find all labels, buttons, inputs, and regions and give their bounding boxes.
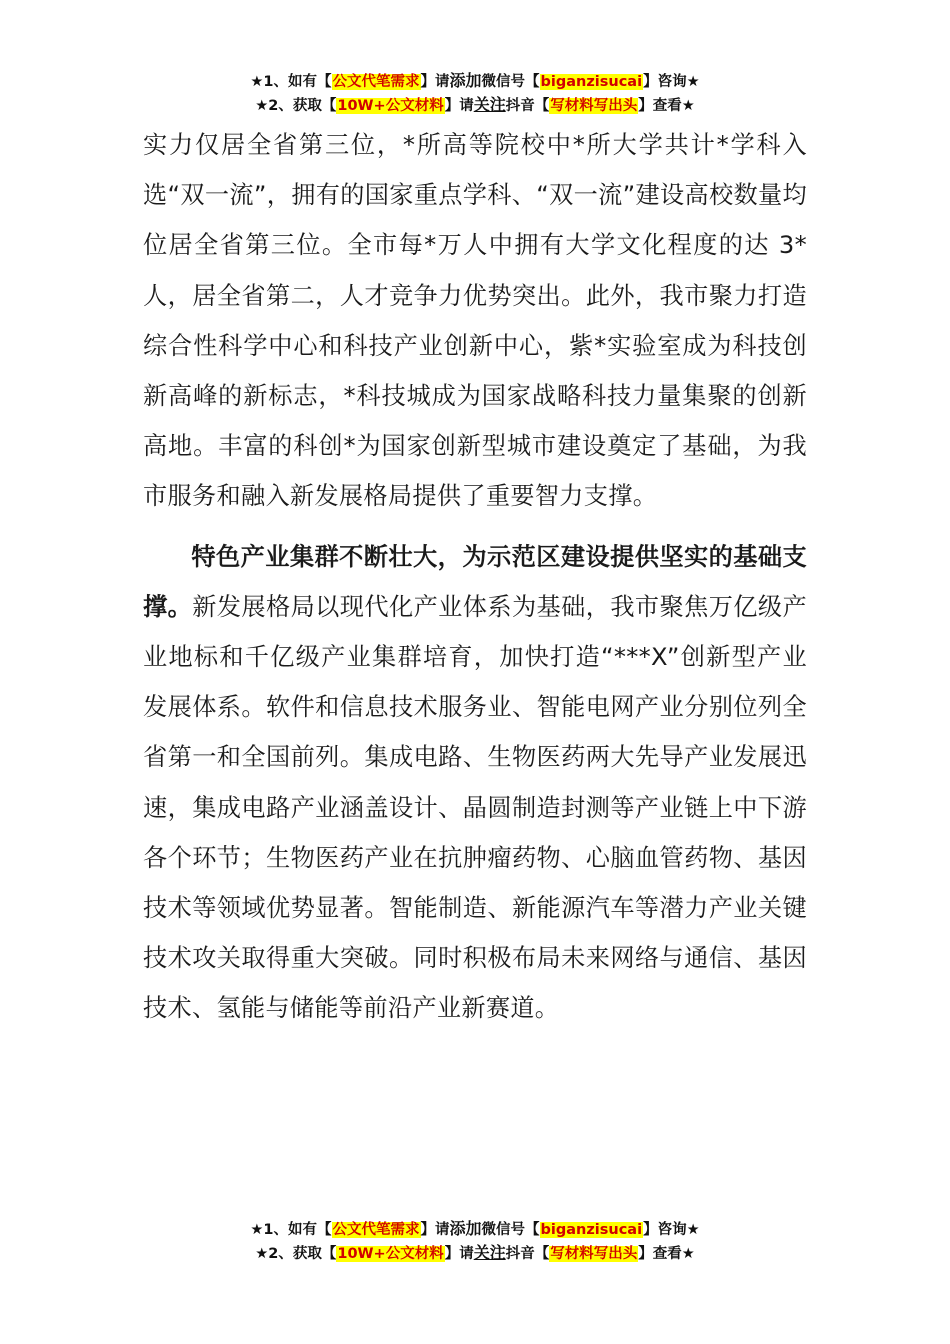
- document-body: [143, 120, 807, 1034]
- header-line-2-highlight-materials: 10W+公文材料: [337, 98, 444, 114]
- paragraph-1: 实力仅居全省第三位，*所高等院校中*所大学共计*学科入选“双一流”，拥有的国家重点学科、“双一流”建设高校数量均位居全省第三位。全市每*万人中拥有大学文化程度的达 3*人，居全省第二，人才竞争力优势突出。此外，我市聚力打造综合性科学中心和科技产业创新中心，紫*实验室成为科技创新高峰的新标志，*科技城成为国家战略科技力量集聚的创新高地。丰富的科创*为国家创新型城市建设奠定了基础，为我市服务和融入新发展格局提供了重要智力支撑。: [143, 131, 807, 511]
- footer-line-1-highlight-wechat: biganzisucai: [540, 1222, 643, 1238]
- header-banner: [0, 69, 950, 117]
- header-line-2-prefix: ★2、获取【: [255, 98, 337, 114]
- footer-line-1-mid: 】请: [420, 1222, 450, 1238]
- footer-line-2-mid2: 抖音【: [505, 1246, 550, 1262]
- footer-line-1-suffix: 】咨询★: [643, 1222, 700, 1238]
- header-line-2-mid2: 抖音【: [505, 98, 550, 114]
- header-line-2: [0, 93, 950, 117]
- footer-line-2: [0, 1241, 950, 1265]
- footer-line-2-highlight-materials: 10W+公文材料: [337, 1246, 444, 1262]
- footer-line-2-suffix: 】查看★: [638, 1246, 695, 1262]
- header-line-2-mid: 】请: [444, 98, 474, 114]
- footer-line-1-prefix: ★1、如有【: [250, 1222, 332, 1238]
- footer-line-2-prefix: ★2、获取【: [255, 1246, 337, 1262]
- header-line-1-suffix: 】咨询★: [643, 74, 700, 90]
- header-line-1-emphasis: 添加: [449, 71, 482, 90]
- header-line-1-highlight-service: 公文代笔需求: [332, 74, 420, 90]
- header-line-1-prefix: ★1、如有【: [250, 74, 332, 90]
- paragraph-2-heading: 特色产业集群不断壮大，为示范区建设提供坚实的基础支撑。: [143, 542, 807, 621]
- footer-banner: [0, 1217, 950, 1265]
- paragraph-2-text: 新发展格局以现代化产业体系为基础，我市聚焦万亿级产业地标和千亿级产业集群培育，加快打造“***X”创新型产业发展体系。软件和信息技术服务业、智能电网产业分别位列全省第一和全国前列。集成电路、生物医药两大先导产业发展迅速，集成电路产业涵盖设计、晶圆制造封测等产业链上中下游各个环节；生物医药产业在抗肿瘤药物、心脑血管药物、基因技术等领域优势显著。智能制造、新能源汽车等潜力产业关键技术攻关取得重大突破。同时积极布局未来网络与通信、基因技术、氢能与储能等前沿产业新赛道。: [143, 592, 807, 1023]
- header-line-1-mid: 】请: [420, 74, 450, 90]
- footer-line-1-emphasis: 添加: [449, 1219, 482, 1238]
- header-line-1-mid2: 微信号【: [481, 74, 540, 90]
- header-line-2-highlight-douyin: 写材料写出头: [550, 98, 638, 114]
- header-line-2-suffix: 】查看★: [638, 98, 695, 114]
- footer-line-2-mid: 】请: [444, 1246, 474, 1262]
- footer-line-1-mid2: 微信号【: [481, 1222, 540, 1238]
- paragraph-2: [143, 532, 807, 1034]
- header-line-1-highlight-wechat: biganzisucai: [540, 74, 643, 90]
- footer-line-2-emphasis: 关注: [473, 1243, 506, 1262]
- footer-line-2-highlight-douyin: 写材料写出头: [550, 1246, 638, 1262]
- footer-line-1: [0, 1217, 950, 1241]
- footer-line-1-highlight-service: 公文代笔需求: [332, 1222, 420, 1238]
- header-line-2-emphasis: 关注: [473, 95, 506, 114]
- header-line-1: [0, 69, 950, 93]
